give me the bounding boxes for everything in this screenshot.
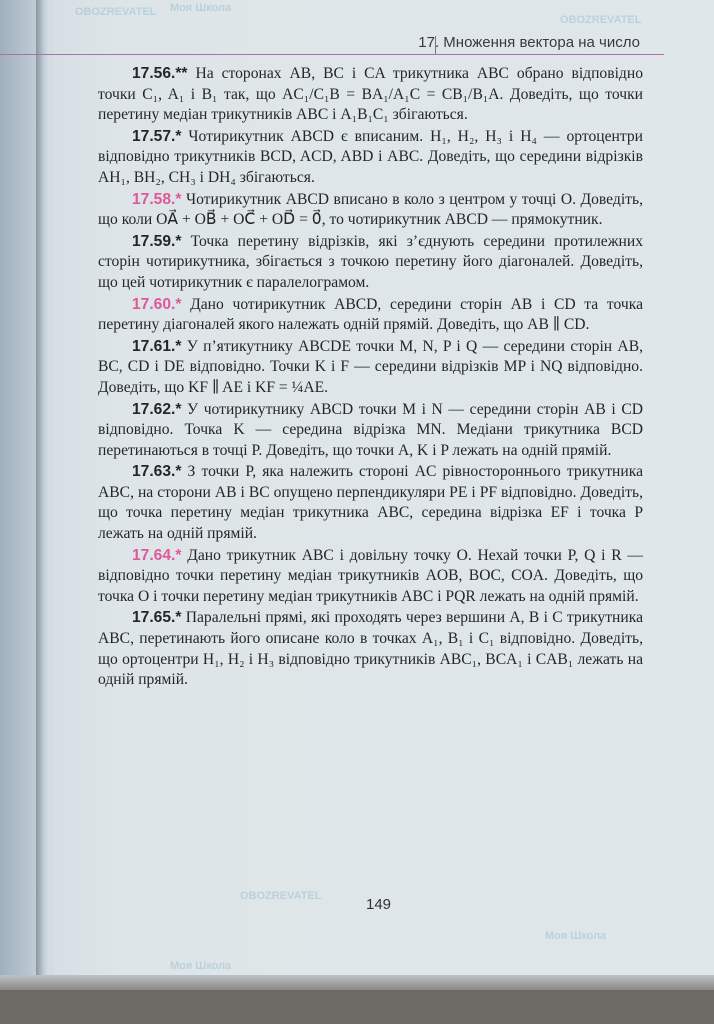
page-bottom-edge <box>0 975 714 990</box>
problem-17-61 <box>98 337 643 399</box>
section-title: 17. Множення вектора на число <box>418 34 640 51</box>
page-number: 149 <box>366 896 392 913</box>
problem-17-56 <box>98 64 643 126</box>
problem-text: У п’ятикутнику ABCDE точки M, N, P і Q — середини сторін AB, BC, CD і DE відповідно. Точки K і F — середини відрізків MP і NQ відповідно. Доведіть, що KF ∥ AE і KF = ¼AE. <box>98 337 643 396</box>
watermark-left: Моя Школа <box>170 960 232 972</box>
problem-text: Дано чотирикутник ABCD, середини сторін AB і CD та точка перетину діагоналей якого належать одній прямій. Доведіть, що AB ∥ CD. <box>98 295 643 334</box>
problems-list <box>98 64 643 692</box>
watermark-right: OBOZREVATEL <box>240 890 322 902</box>
watermark-right: OBOZREVATEL <box>75 6 157 18</box>
problem-number: 17.60.* <box>132 295 182 313</box>
running-header <box>0 32 664 58</box>
problem-17-64 <box>98 546 643 608</box>
problem-text: Точка перетину відрізків, які з’єднують середини протилежних сторін чотирикутника, збігається з точкою перетину його діагоналей. Доведіть, що цей чотирикутник є паралелограмом. <box>98 232 643 291</box>
problem-number: 17.63.* <box>132 463 182 481</box>
problem-text: Дано трикутник ABC і довільну точку O. Нехай точки P, Q і R — відповідно точки перетину медіан трикутників AOB, BOC, COA. Доведіть, що точка O і точки перетину медіан трикутників ABC і PQR лежать на одній прямій. <box>98 546 643 605</box>
problem-number: 17.56.** <box>132 65 188 82</box>
problem-number: 17.57.* <box>132 127 182 145</box>
problem-17-62 <box>98 400 643 462</box>
problem-17-59 <box>98 232 643 294</box>
problem-text: Чотирикутник ABCD вписано в коло з центром у точці O. Доведіть, що коли OA⃗ + OB⃗ + OC⃗ + OD⃗ = 0⃗, то чотирикутник ABCD — прямокутник. <box>98 190 643 229</box>
problem-number: 17.64.* <box>132 546 182 564</box>
problem-number: 17.62.* <box>132 400 182 418</box>
problem-17-58 <box>98 190 643 231</box>
header-rule <box>0 54 664 55</box>
watermark-right: OBOZREVATEL <box>560 14 642 26</box>
problem-text: На сторонах AB, BC і CA трикутника ABC обрано відповідно точки C₁, A₁ і B₁ так, що AC₁/C₁B = BA₁/A₁C = CB₁/B₁A. Доведіть, що точки перетину медіан трикутників ABC і A₁B₁C₁ збігаються. <box>98 65 643 124</box>
problem-text: З точки P, яка належить стороні AC рівностороннього трикутника ABC, на сторони AB і BC опущено перпендикуляри PE і PF відповідно. Доведіть, що точка перетину медіан трикутника ABC, середина відрізка EF і точка P лежать на одній прямій. <box>98 463 643 543</box>
problem-number: 17.58.* <box>132 190 182 208</box>
problem-17-63 <box>98 462 643 544</box>
problem-number: 17.65.* <box>132 609 182 627</box>
problem-17-65 <box>98 608 643 690</box>
watermark-left: Моя Школа <box>545 930 607 942</box>
problem-17-60 <box>98 295 643 336</box>
problem-number: 17.59.* <box>132 232 182 250</box>
problem-text: У чотирикутнику ABCD точки M і N — середини сторін AB і CD відповідно. Точка K — середина відрізка MN. Медіани трикутника BCD перетинаються в точці P. Доведіть, що точки A, K і P лежать на одній прямій. <box>98 400 643 459</box>
problem-text: Чотирикутник ABCD є вписаним. H₁, H₂, H₃ і H₄ — ортоцентри відповідно трикутників BCD, ACD, ABD і ABC. Доведіть, що середини відрізків AH₁, BH₂, CH₃ і DH₄ збігаються. <box>98 127 644 186</box>
book-spine <box>36 0 50 975</box>
problem-number: 17.61.* <box>132 337 182 355</box>
problem-text: Паралельні прямі, які проходять через вершини A, B і C трикутника ABC, перетинають його описане коло в точках A₁, B₁ і C₁ відповідно. Доведіть, що ортоцентри H₁, H₂ і H₃ відповідно трикутників ABC₁, BCA₁ і CAB₁ лежать на одній прямій. <box>98 609 643 689</box>
problem-17-57 <box>98 127 643 189</box>
watermark-left: Моя Школа <box>170 2 232 14</box>
